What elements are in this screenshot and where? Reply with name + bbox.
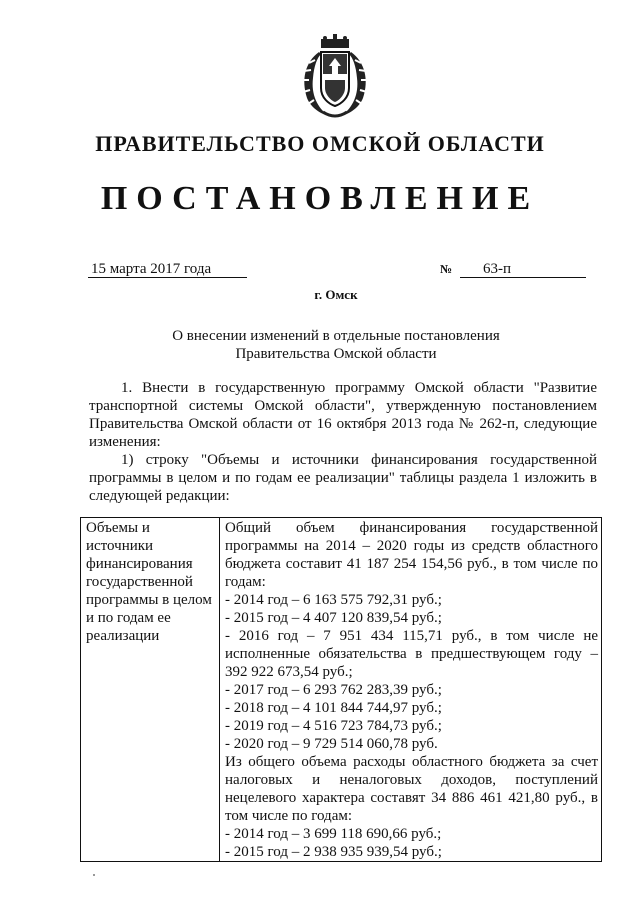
title-line: Правительства Омской области [235,346,437,362]
year-line-2016: - 2016 год – 7 951 434 115,71 руб., в том числе не исполненные обязательства в предшествующем году – 392 922 673,54 руб.; [225,628,598,680]
tax-financing-text: Из общего объема расходы областного бюджета за счет налоговых и неналоговых доходов, поступлений нецелевого характера составят 34 886 461 421,80 руб., в том числе по годам: [225,754,598,824]
title-line: О внесении изменений в отдельные постановления [172,328,500,344]
document-date: 15 марта 2017 года [88,261,247,278]
city: г. Омск [314,287,358,302]
organization-name: ПРАВИТЕЛЬСТВО ОМСКОЙ ОБЛАСТИ [95,131,545,156]
year-line: - 2015 год – 4 407 120 839,54 руб.; [225,610,442,626]
document-number: 63-п [460,261,586,278]
document-body [89,379,597,505]
year-line: - 2014 год – 6 163 575 792,31 руб.; [225,592,442,608]
total-financing-text: Общий объем финансирования государственной программы на 2014 – 2020 годы из средств областного бюджета составит 41 187 254 154,56 руб., в том числе по годам: [225,520,598,590]
scan-speck [93,874,95,876]
omsk-coat-of-arms-icon [295,34,375,120]
year-line: - 2019 год – 4 516 723 784,73 руб.; [225,718,442,734]
table-cell-content [220,518,602,862]
document-type: ПОСТАНОВЛЕНИЕ [100,180,540,217]
table-row [81,518,602,862]
year-line: - 2017 год – 6 293 762 283,39 руб.; [225,682,442,698]
paragraph-2: 1) строку "Объемы и источники финансирования государственной программы в целом и по годам ее реализации" таблицы раздела 1 изложить в следующей редакции: [89,452,597,504]
document-title [0,327,640,363]
year-line: - 2020 год – 9 729 514 060,78 руб. [225,736,438,752]
paragraph-1: 1. Внести в государственную программу Омской области "Развитие транспортной системы Омской области", утвержденную постановлением Правительства Омской области от 16 октября 2013 года № 262-п, следующие изменения: [89,380,597,450]
table-cell-label: Объемы и источники финансирования государственной программы в целом и по годам ее реализации [81,518,220,862]
tax-year-line: - 2015 год – 2 938 935 939,54 руб.; [225,844,442,860]
number-label: № [440,262,453,276]
year-line: - 2018 год – 4 101 844 744,97 руб.; [225,700,442,716]
financing-table [80,517,602,862]
tax-year-line: - 2014 год – 3 699 118 690,66 руб.; [225,826,442,842]
